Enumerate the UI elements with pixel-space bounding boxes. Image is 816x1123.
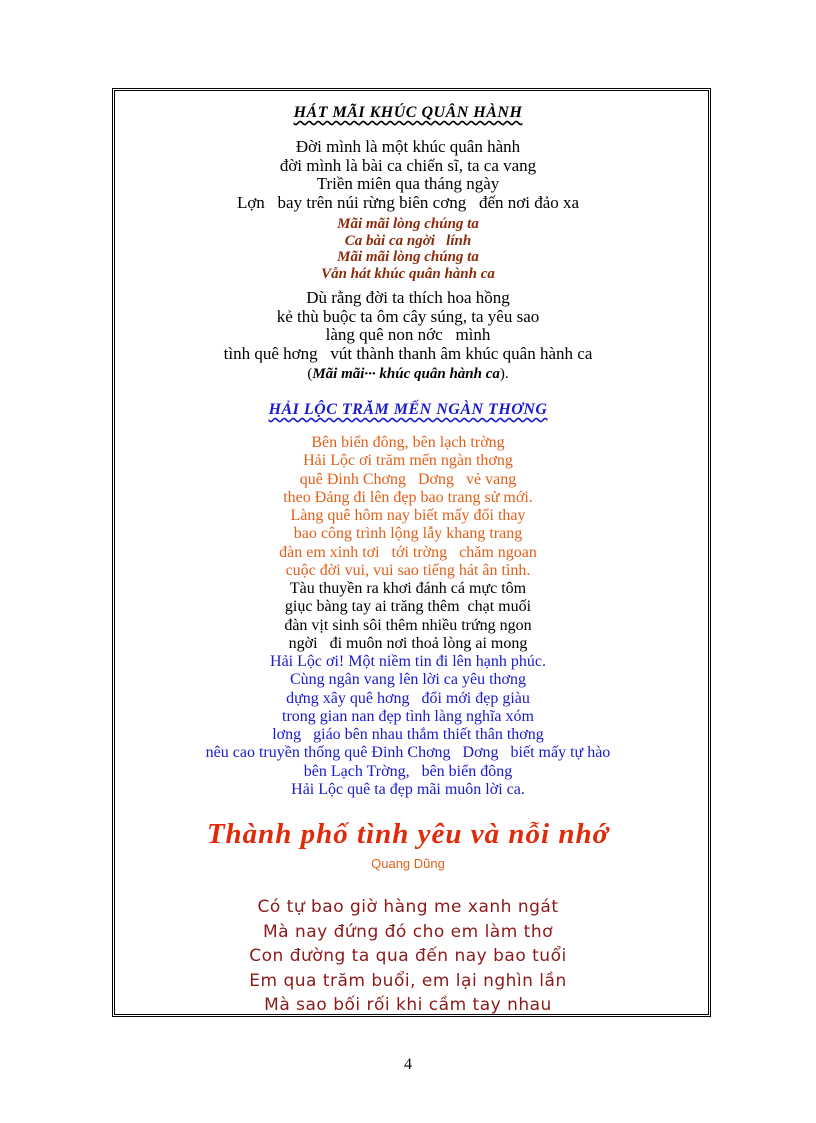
verse-line: tình quê hơng vút thành thanh âm khúc quân hành ca (223, 343, 593, 363)
verse-line: Có tự bao giờ hàng me xanh ngát (257, 897, 559, 917)
verse-line: ngời đi muôn nơi thoả lòng ai mong (288, 634, 528, 652)
verse-line: Lợn bay trên núi rừng biên cơng đến nơi đảo xa (236, 192, 580, 212)
verse-line: Mà nay đứng đó cho em làm thơ (262, 921, 554, 942)
verse-line: nêu cao truyền thống quê Đinh Chơng Dơng biết mấy tự hào (205, 744, 611, 762)
song2-part2 (0, 580, 816, 653)
page-number: 4 (404, 1056, 412, 1073)
chorus-line: Mãi mãi lòng chúng ta (337, 216, 479, 232)
chorus-line: Mãi mãi lòng chúng ta (337, 249, 479, 265)
verse-line: kẻ thù buộc ta ôm cây súng, ta yêu sao (276, 306, 540, 326)
song1-verse2 (0, 289, 816, 363)
verse-line: trong gian nan đẹp tình làng nghĩa xóm (282, 707, 534, 725)
verse-line: Hải Lộc ơi trăm mến ngàn thơng (303, 452, 513, 470)
verse-line: Tàu thuyền ra khơi đánh cá mực tôm (289, 580, 527, 597)
verse-line: Cùng ngân vang lên lời ca yêu thơng (290, 671, 526, 689)
verse-line: quê Đinh Chơng Dơng vẻ vang (299, 470, 517, 488)
verse-line: đàn vịt sinh sôi thêm nhiều trứng ngon (284, 616, 532, 634)
verse-line: đời mình là bài ca chiến sĩ, ta ca vang (279, 155, 537, 175)
verse-line: dựng xây quê hơng đổi mới đẹp giàu (286, 689, 530, 707)
verse-line: giục bàng tay ai trăng thêm chạt muối (284, 598, 532, 616)
verse-line: Con đường ta qua đến nay bao tuổi (249, 946, 567, 966)
chorus-line: Vẫn hát khúc quân hành ca (321, 265, 495, 282)
song3-title: Thành phố tình yêu và nỗi nhớ (206, 818, 610, 850)
song2-title: HẢI LỘC TRĂM MẾN NGÀN THƠNG (268, 401, 548, 418)
verse-line: bao công trình lộng lẫy khang trang (293, 525, 523, 543)
verse-line: Đời mình là một khúc quân hành (295, 137, 521, 156)
verse-line: Hải Lộc ơi! Một niềm tin đi lên hạnh phúc. (270, 653, 546, 670)
verse-line: Bên biển đông, bên lạch trờng (311, 434, 505, 451)
verse-line: Hải Lộc quê ta đẹp mãi muôn lời ca. (291, 781, 525, 799)
song1-chorus-reference: (Mãi mãi··· khúc quân hành ca). (307, 366, 509, 382)
verse-line: Em qua trăm buổi, em lại nghìn lần (249, 970, 567, 991)
verse-line: Mà sao bối rối khi cầm tay nhau (264, 995, 552, 1015)
song1-verse1 (0, 138, 816, 212)
verse-line: Làng quê hôm nay biết mấy đổi thay (290, 507, 526, 525)
verse-line: Triền miên qua tháng ngày (316, 174, 500, 193)
verse-line: đàn em xinh tơi tới trờng chăm ngoan (279, 543, 537, 561)
song1-title: HÁT MÃI KHÚC QUÂN HÀNH (293, 104, 523, 121)
chorus-line: Ca bài ca ngời lính (344, 232, 472, 249)
song1-chorus (0, 216, 816, 282)
song2-part1 (0, 434, 816, 580)
song2-part3 (0, 653, 816, 799)
verse-line: lơng giáo bên nhau thắm thiết thân thơng (272, 726, 544, 744)
verse-line: Dù rằng đời ta thích hoa hồng (306, 288, 510, 307)
song3-lines (0, 895, 816, 1018)
song3-author: Quang Dũng (371, 856, 445, 871)
verse-line: làng quê non nớc mình (325, 325, 491, 344)
verse-line: theo Đảng đi lên đẹp bao trang sử mới. (283, 488, 533, 506)
verse-line: cuộc đời vui, vui sao tiếng hát ân tình. (285, 562, 531, 580)
verse-line: bên Lạch Trờng, bên biển đông (303, 762, 513, 780)
